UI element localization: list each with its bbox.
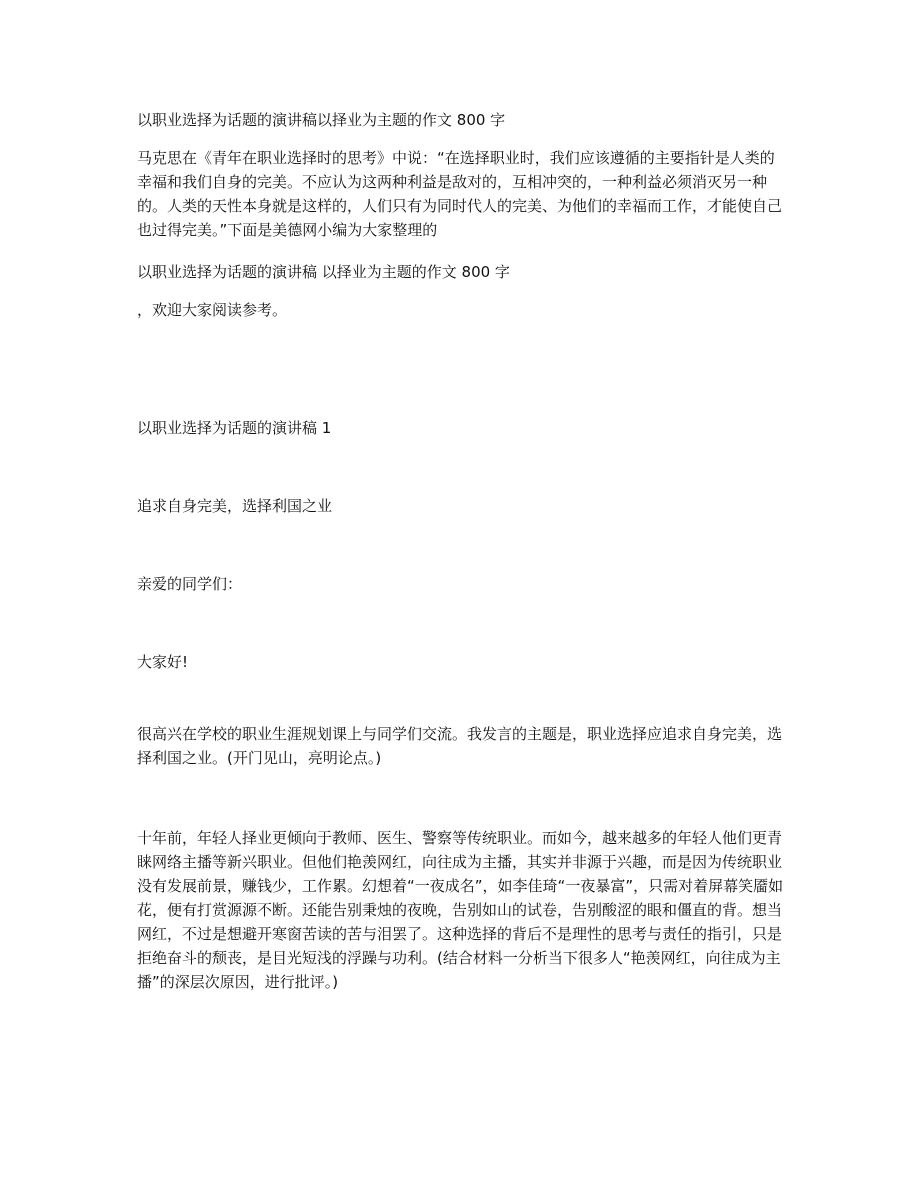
hello-line: 大家好! bbox=[137, 653, 189, 671]
intro-paragraph: 马克思在《青年在职业选择时的思考》中说：“在选择职业时，我们应该遵循的主要指针是人类的幸福和我们自身的完美。不应认为这两种利益是敌对的，互相冲突的，一种利益必须消灭另一种的。人类的天性本身就是这样的，人们只有为同时代人的完美、为他们的幸福而工作，才能使自己也过得完美。”下面是美德网小编为大家整理的 bbox=[137, 149, 783, 239]
greeting-line: 亲爱的同学们： bbox=[137, 575, 243, 593]
body-paragraph-2: 十年前，年轻人择业更倾向于教师、医生、警察等传统职业。而如今，越来越多的年轻人他们更青睐网络主播等新兴职业。但他们艳羡网红，向往成为主播，其实并非源于兴趣，而是因为传统职业没有发展前景，赚钱少，工作累。幻想着“一夜成名”，如李佳琦“一夜暴富”，只需对着屏幕笑靥如花，便有打赏源源不断。还能告别秉烛的夜晚，告别如山的试卷，告别酸涩的眼和僵直的背。想当网红，不过是想避开寒窗苦读的苦与泪罢了。这种选择的背后不是理性的思考与责任的指引，只是拒绝奋斗的颓丧，是目光短浅的浮躁与功利。(结合材料一分析当下很多人“艳羡网红，向往成为主播”的深层次原因，进行批评。) bbox=[137, 829, 784, 991]
document-title: 以职业选择为话题的演讲稿以择业为主题的作文 800 字 bbox=[137, 111, 506, 129]
body-paragraph-1: 很高兴在学校的职业生涯规划课上与同学们交流。我发言的主题是，职业选择应追求自身完美，选择利国之业。(开门见山，亮明论点。) bbox=[137, 725, 783, 767]
speech-subtitle: 追求自身完美，选择利国之业 bbox=[137, 497, 333, 515]
document-title-repeat: 以职业选择为话题的演讲稿 以择业为主题的作文 800 字 bbox=[137, 263, 510, 281]
speech-heading: 以职业选择为话题的演讲稿 1 bbox=[137, 419, 332, 437]
reading-note: ，欢迎大家阅读参考。 bbox=[137, 301, 288, 319]
